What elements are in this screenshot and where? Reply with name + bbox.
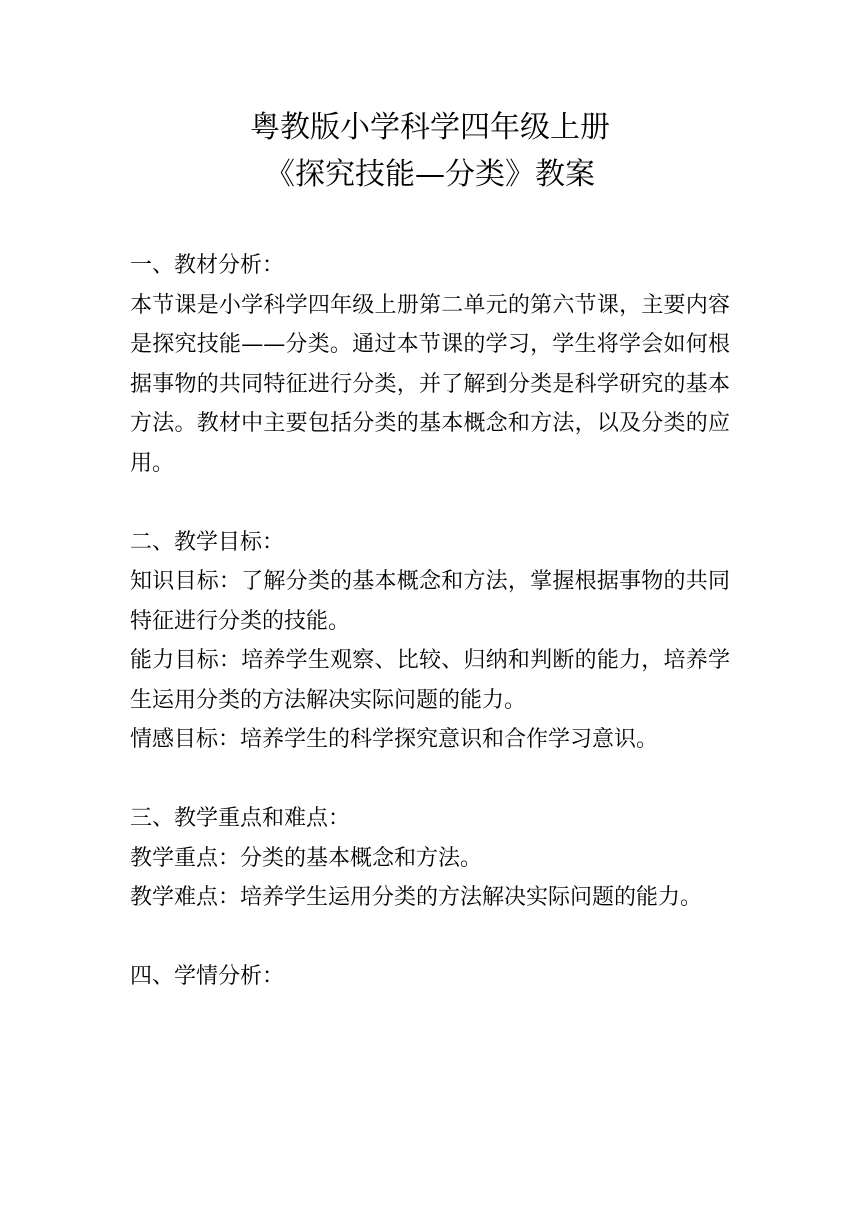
document-body (130, 246, 730, 997)
section-teaching-material-analysis (130, 246, 730, 483)
document-title-line-1: 粤教版小学科学四年级上册 (250, 110, 610, 145)
emotion-objective: 情感目标：培养学生的科学探究意识和合作学习意识。 (130, 727, 659, 752)
teaching-focus: 教学重点：分类的基本概念和方法。 (130, 845, 483, 871)
section-key-points (130, 799, 730, 918)
analysis-paragraph: 本节课是小学科学四年级上册第二单元的第六节课，主要内容是探究技能——分类。通过本节课的学习，学生将学会如何根据事物的共同特征进行分类，并了解到分类是科学研究的基本方法。教材中主要包括分类的基本概念和方法，以及分类的应用。 (130, 292, 730, 476)
section-heading-objectives: 二、教学目标： (130, 529, 285, 555)
section-teaching-objectives (130, 523, 730, 760)
section-spacer (130, 483, 730, 523)
section-heading-student-analysis: 四、学情分析： (130, 964, 285, 989)
section-student-analysis (130, 957, 730, 997)
section-spacer (130, 918, 730, 958)
section-heading-analysis: 一、教材分析： (130, 253, 285, 278)
teaching-difficulty: 教学难点：培养学生运用分类的方法解决实际问题的能力。 (130, 885, 703, 910)
ability-objective: 能力目标：培养学生观察、比较、归纳和判断的能力，培养学生运用分类的方法解决实际问题的能力。 (130, 648, 730, 713)
document-title-line-2: 《探究技能—分类》教案 (265, 157, 595, 192)
section-spacer (130, 760, 730, 800)
knowledge-objective: 知识目标：了解分类的基本概念和方法，掌握根据事物的共同特征进行分类的技能。 (130, 569, 730, 634)
section-heading-key-points: 三、教学重点和难点： (130, 806, 351, 831)
